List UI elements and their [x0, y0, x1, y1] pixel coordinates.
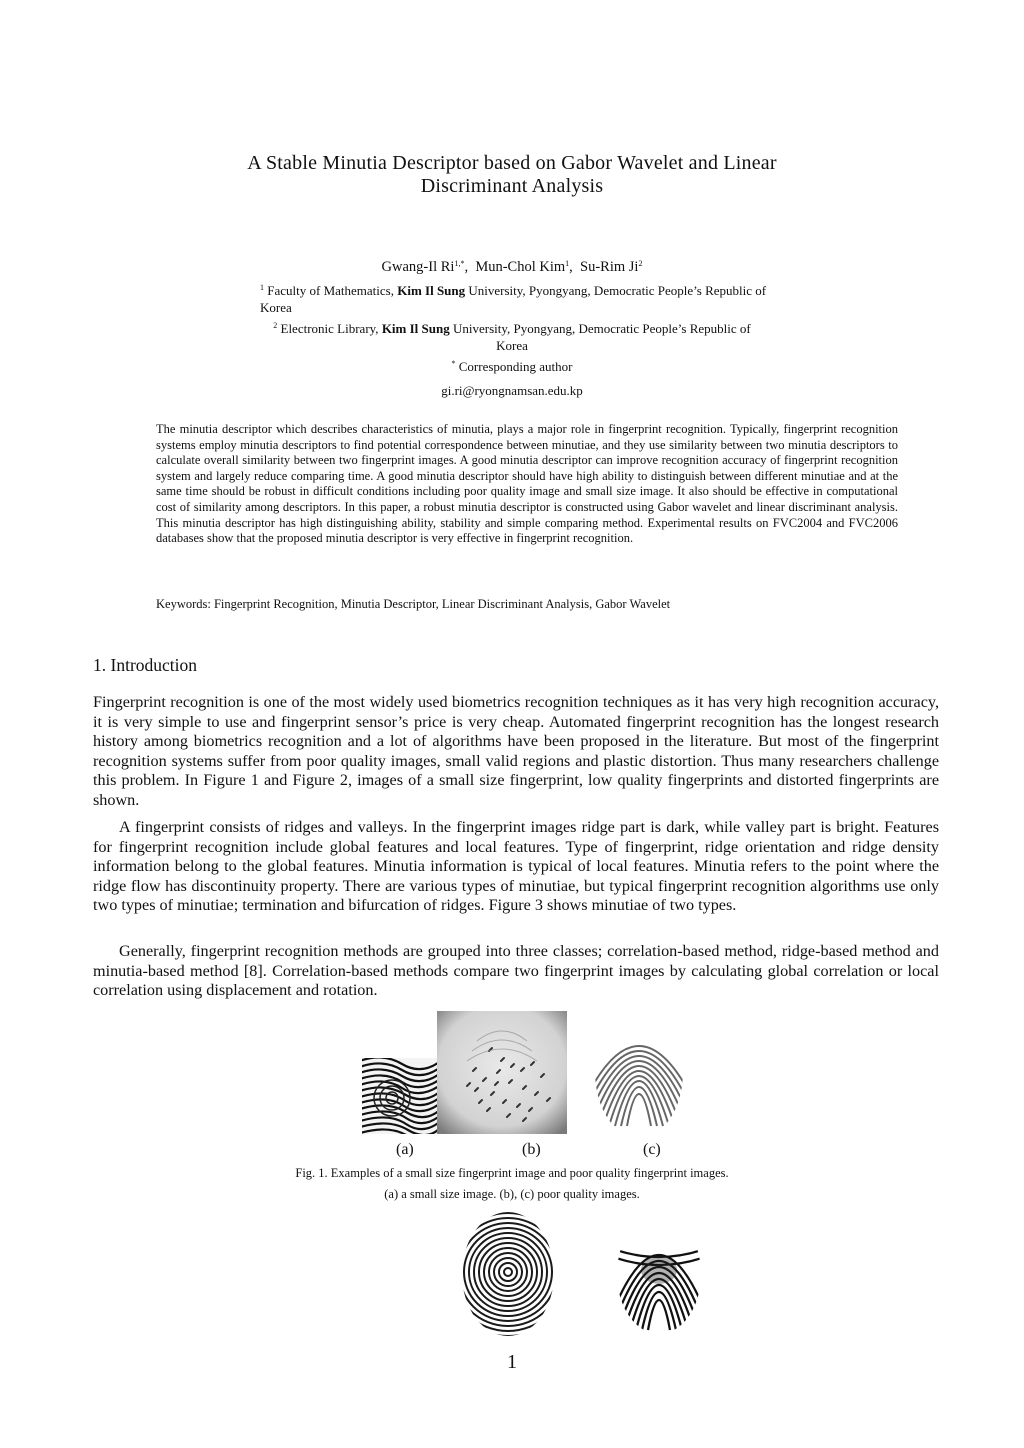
section-heading: 1. Introduction	[93, 655, 198, 675]
author-2: Mun-Chol Kim	[475, 259, 566, 275]
figure-1b-poor-quality-fingerprint	[437, 1011, 567, 1134]
affiliation-2-university: Kim Il Sung	[381, 321, 450, 336]
affiliation-1-pre: Faculty of Mathematics,	[267, 283, 398, 298]
title-line-1: A Stable Minutia Descriptor based on Gabor Wavelet and Linear	[247, 152, 777, 174]
author-email[interactable]: gi.ri@ryongnamsan.edu.kp	[441, 383, 583, 398]
figure-2-distorted-fingerprint-right	[616, 1210, 702, 1336]
title-line-2: Discriminant Analysis	[420, 175, 604, 197]
affiliation-2-post: University, Pyongyang, Democratic People’s Republic of Korea	[449, 321, 751, 353]
figure-1-label-c: (c)	[643, 1141, 661, 1158]
intro-paragraph-1: Fingerprint recognition is one of the most widely used biometrics recognition techniques as it has very high recognition accuracy, it is very simple to use and fingerprint sensor’s price is very cheap. Automated fingerprint recognition has the longest research history among biometrics recognition and a lot of algorithms have been proposed in the literature. But most of the fingerprint recognition systems suffer from poor quality images, small valid regions and plastic distortion. Thus many researchers challenge this problem. In Figure 1 and Figure 2, images of a small size fingerprint, low quality fingerprints and distorted fingerprints are shown.	[93, 693, 939, 809]
figure-1-caption: Fig. 1. Examples of a small size fingerprint image and poor quality fingerprint images.	[295, 1166, 729, 1180]
affiliation-1-post: University, Pyongyang, Democratic People’s Republic of Korea	[260, 283, 767, 315]
author-1-sup: 1,*	[454, 259, 465, 268]
intro-paragraph-3: Generally, fingerprint recognition methods are grouped into three classes; correlation-based method, ridge-based method and minutia-based method [8]. Correlation-based methods compare two fingerprint images by calculating global correlation or local correlation using displacement and rotation.	[93, 942, 939, 1000]
figure-1-label-a: (a)	[396, 1141, 414, 1158]
corresponding-sup: *	[451, 359, 456, 368]
figure-1c-poor-quality-fingerprint	[595, 1006, 683, 1134]
intro-paragraph-2: A fingerprint consists of ridges and valleys. In the fingerprint images ridge part is dark, while valley part is bright. Features for fingerprint recognition include global features and local features. Type of fingerprint, ridge orientation and ridge density information belong to the global features. Minutia information is typical of local features. Minutia refers to the point where the ridge flow has discontinuity property. There are various types of minutiae, but typical fingerprint recognition algorithms use only two types of minutiae; termination and bifurcation of ridges. Figure 3 shows minutiae of two types.	[93, 818, 939, 915]
author-3: Su-Rim Ji	[580, 259, 639, 275]
page-number: 1	[507, 1351, 517, 1373]
author-2-sup: 1	[565, 259, 570, 268]
figure-2-distorted-fingerprint-left	[460, 1208, 556, 1336]
affiliation-1-sup: 1	[260, 283, 264, 292]
keywords: Keywords: Fingerprint Recognition, Minutia Descriptor, Linear Discriminant Analysis, Gabor Wavelet	[156, 597, 671, 611]
affiliation-2	[270, 320, 754, 354]
figure-1-subcaption: (a) a small size image. (b), (c) poor quality images.	[384, 1187, 640, 1201]
author-1: Gwang-Il Ri	[381, 259, 455, 275]
author-list: Gwang-Il $Ri^{1,*}$, Mun-Chol Kim$^1$, Su-Rim Ji$^2$	[381, 259, 643, 275]
affiliation-1-university: Kim Il Sung	[397, 283, 466, 298]
affiliation-2-sup: 2	[273, 321, 278, 330]
affiliation-1	[260, 282, 780, 316]
paper-title	[0, 152, 1024, 198]
figure-1a-small-fingerprint	[362, 1058, 438, 1134]
corresponding-text: Corresponding author	[458, 359, 573, 374]
corresponding-author	[0, 359, 1024, 375]
abstract: The minutia descriptor which describes characteristics of minutia, plays a major role in fingerprint recognition. Typically, fingerprint recognition systems employ minutia descriptors to find potential correspondence between minutiae, and they use similarity between two minutia descriptors to calculate overall similarity between two fingerprint images. A good minutia descriptor can improve recognition accuracy of fingerprint recognition system and largely reduce comparing time. A good minutia descriptor should have high ability to distinguish between different minutiae and at the same time should be robust in difficult conditions including poor quality image and small size image. It also should be effective in computational cost of similarity among descriptors. In this paper, a robust minutia descriptor is constructed using Gabor wavelet and linear discriminant analysis. This minutia descriptor has high distinguishing ability, stability and simple comparing method. Experimental results on FVC2004 and FVC2006 databases show that the proposed minutia descriptor is very effective in fingerprint recognition.	[156, 422, 898, 546]
author-3-sup: 2	[638, 259, 643, 268]
affiliation-2-pre: Electronic Library,	[280, 321, 382, 336]
figure-1-label-b: (b)	[522, 1141, 541, 1158]
